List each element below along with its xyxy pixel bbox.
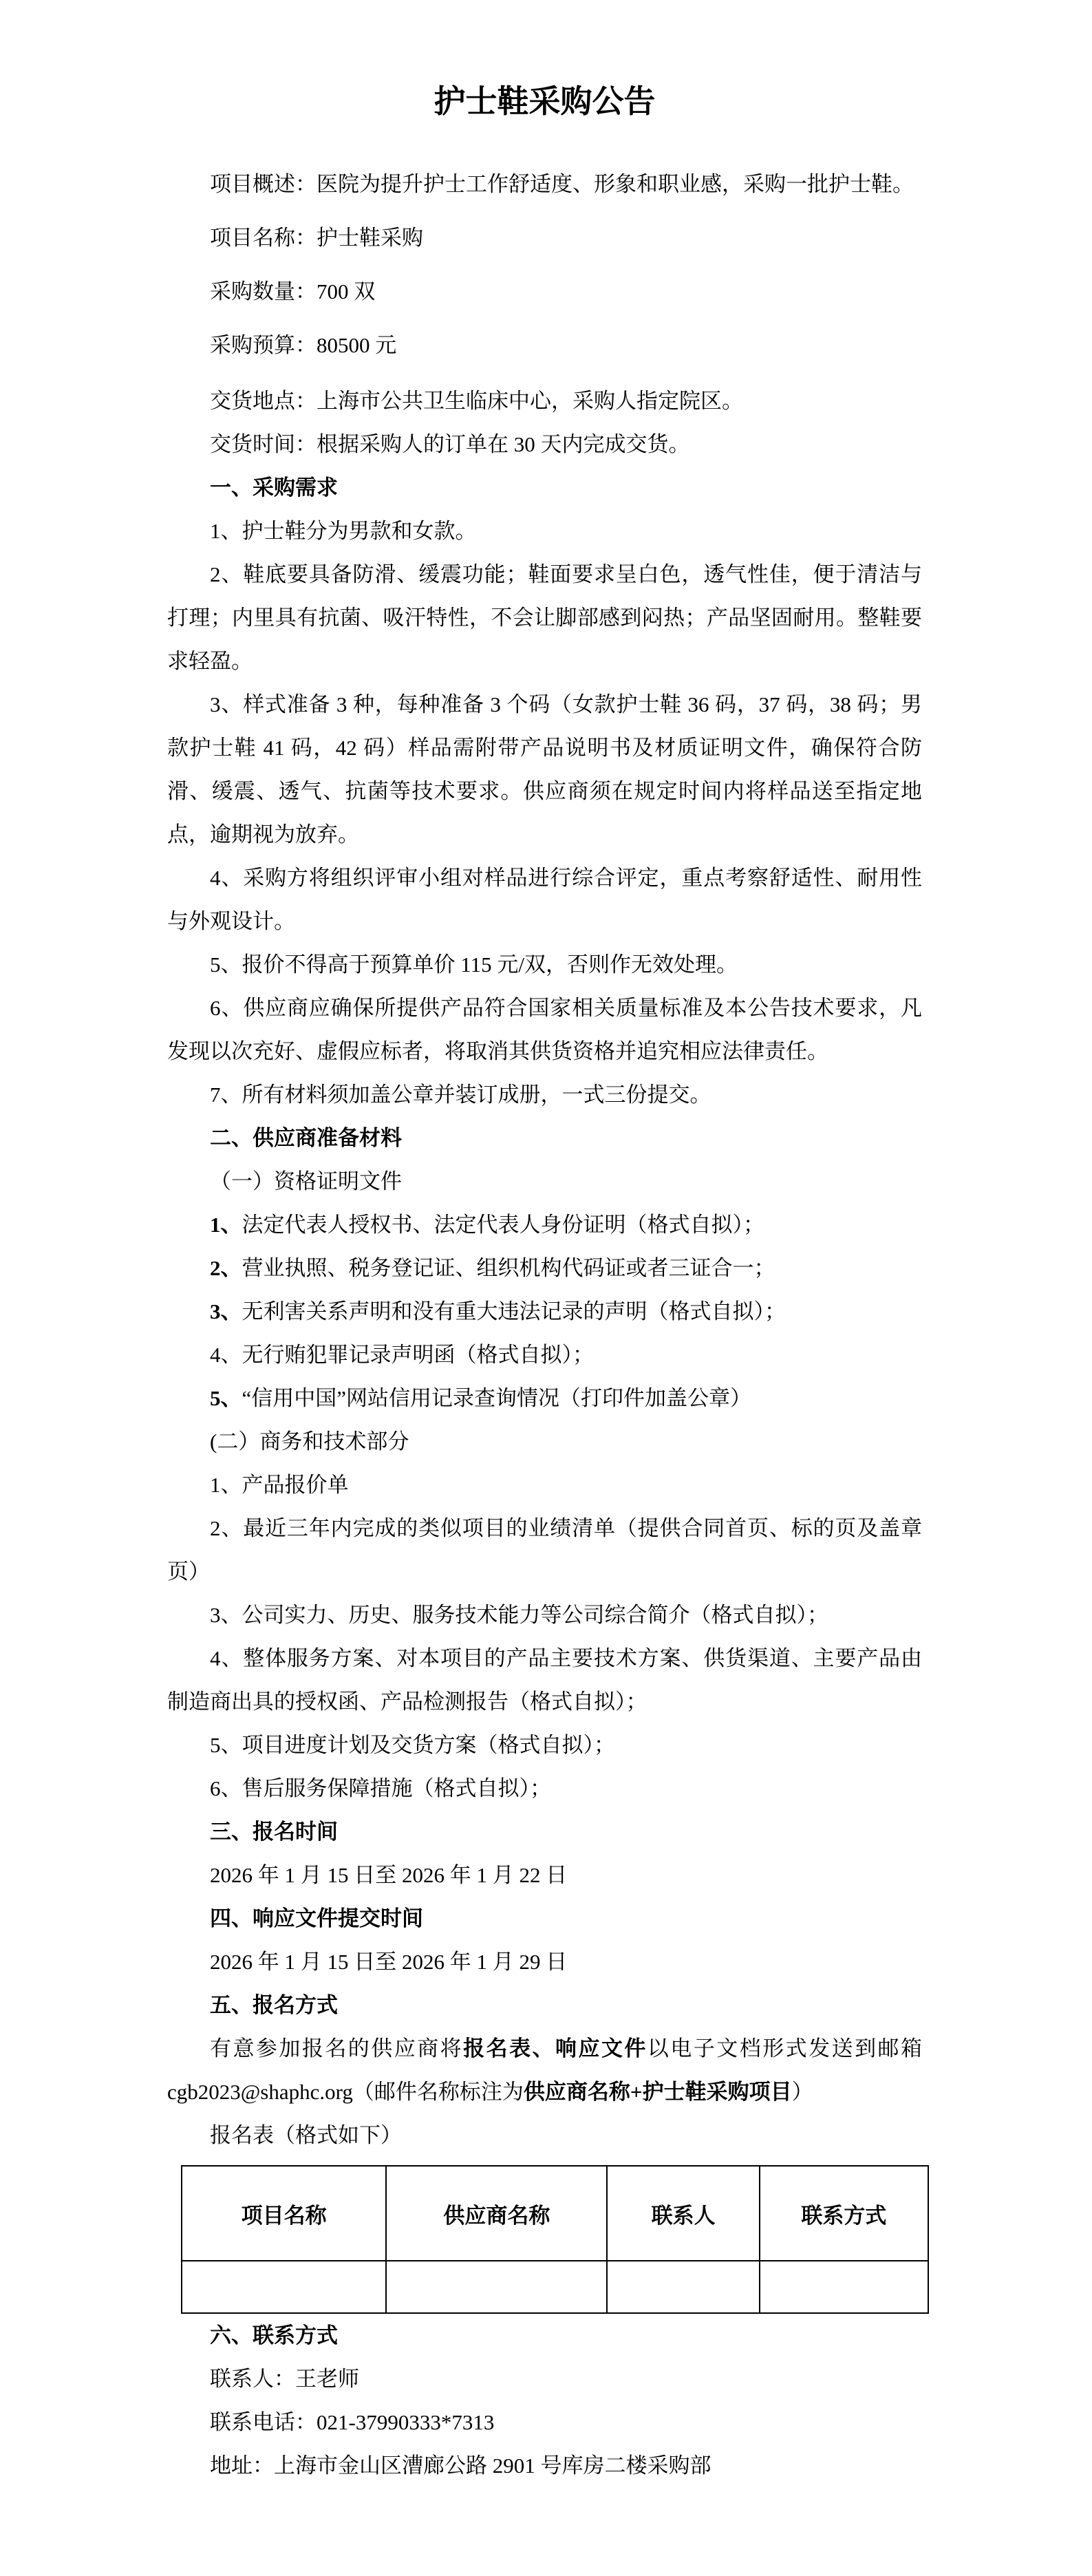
delivery-time: 交货时间：根据采购人的订单在 30 天内完成交货。	[210, 432, 690, 456]
table-empty-cell	[760, 2261, 928, 2313]
business-item-2: 2、最近三年内完成的类似项目的业绩清单（提供合同首页、标的页及盖章页）	[167, 1516, 922, 1584]
bold-text-segment: 2、	[210, 1256, 242, 1280]
qualification-item-2	[167, 1246, 922, 1290]
section-6-heading: 六、联系方式	[210, 2323, 338, 2348]
business-item-5: 5、项目进度计划及交货方案（格式自拟）；	[210, 1733, 615, 1757]
bold-text-segment: 3、	[210, 1299, 242, 1323]
text-segment: 法定代表人授权书、法定代表人身份证明（格式自拟）；	[242, 1213, 764, 1237]
bold-text-segment: 报名表、响应文件	[463, 2036, 647, 2061]
business-item-1: 1、产品报价单	[210, 1473, 349, 1497]
bold-text-segment: 供应商名称+护士鞋采购项目	[523, 2080, 792, 2104]
contact-address: 地址：上海市金山区漕廊公路 2901 号库房二楼采购部	[210, 2453, 711, 2478]
requirement-item-4: 4、采购方将组织评审小组对样品进行综合评定，重点考察舒适性、耐用性与外观设计。	[167, 866, 922, 933]
section-2-heading: 二、供应商准备材料	[210, 1126, 402, 1150]
signup-table	[181, 2165, 929, 2314]
text-segment: 有意参加报名的供应商将	[210, 2036, 464, 2061]
table-empty-cell	[607, 2261, 759, 2313]
section-1-heading: 一、采购需求	[210, 476, 338, 500]
project-name: 项目名称：护士鞋采购	[210, 226, 423, 250]
section-5-heading: 五、报名方式	[210, 1993, 338, 2017]
text-segment: 4、无行贿犯罪记录声明函（格式自拟）；	[210, 1343, 594, 1367]
text-segment: ）	[791, 2080, 813, 2104]
signup-period: 2026 年 1 月 15 日至 2026 年 1 月 22 日	[210, 1863, 568, 1887]
part-2-heading: (二）商务和技术部分	[210, 1429, 409, 1454]
business-item-3: 3、公司实力、历史、服务技术能力等公司综合简介（格式自拟）；	[210, 1603, 828, 1627]
qualification-item-3	[167, 1290, 922, 1333]
section-4-heading: 四、响应文件提交时间	[210, 1906, 423, 1930]
part-1-heading: （一）资格证明文件	[210, 1169, 402, 1193]
requirement-item-6: 6、供应商应确保所提供产品符合国家相关质量标准及本公告技术要求，凡发现以次充好、虚假应标者，将取消其供货资格并追究相应法律责任。	[167, 996, 922, 1063]
purchase-quantity: 采购数量：700 双	[210, 279, 376, 304]
purchase-budget: 采购预算：80500 元	[210, 333, 397, 357]
qualification-item-4	[167, 1333, 922, 1376]
table-header-project-name: 项目名称	[182, 2166, 386, 2261]
bold-text-segment: 1、	[210, 1213, 242, 1237]
requirement-item-2: 2、鞋底要具备防滑、缓震功能；鞋面要求呈白色，透气性佳，便于清洁与打理；内里具有抗菌、吸汗特性，不会让脚部感到闷热；产品坚固耐用。整鞋要求轻盈。	[167, 562, 922, 673]
requirement-item-5: 5、报价不得高于预算单价 115 元/双，否则作无效处理。	[210, 952, 738, 977]
signup-method-paragraph	[167, 2027, 922, 2114]
table-header-contact-person: 联系人	[607, 2166, 759, 2261]
project-summary: 项目概述：医院为提升护士工作舒适度、形象和职业感，采购一批护士鞋。	[210, 172, 914, 196]
form-note: 报名表（格式如下）	[210, 2123, 402, 2147]
text-segment: 以电子文档形式发送到邮箱cgb2023@shaphc.org（邮件名称标注为	[167, 2036, 923, 2104]
requirement-item-1: 1、护士鞋分为男款和女款。	[210, 519, 477, 543]
table-header-supplier-name: 供应商名称	[386, 2166, 607, 2261]
qualification-item-1	[167, 1203, 922, 1246]
document-title: 护士鞋采购公告	[433, 84, 656, 119]
contact-person: 联系人：王老师	[210, 2367, 359, 2391]
requirement-item-3: 3、样式准备 3 种，每种准备 3 个码（女款护士鞋 36 码，37 码，38 码；男款护士鞋 41 码，42 码）样品需附带产品说明书及材质证明文件，确保符合防滑、缓震、透气、抗菌等技术要求。供应商须在规定时间内将样品送至指定地点，逾期视为放弃。	[167, 692, 922, 847]
bold-text-segment: 5、	[210, 1386, 242, 1410]
text-segment: “信用中国”网站信用记录查询情况（打印件加盖公章）	[242, 1386, 752, 1410]
text-segment: 无利害关系声明和没有重大违法记录的声明（格式自拟）；	[242, 1299, 786, 1323]
delivery-place: 交货地点：上海市公共卫生临床中心，采购人指定院区。	[210, 389, 743, 413]
signup-table-header-row	[182, 2166, 928, 2261]
table-header-contact-method: 联系方式	[760, 2166, 928, 2261]
table-empty-cell	[386, 2261, 607, 2313]
business-item-4: 4、整体服务方案、对本项目的产品主要技术方案、供货渠道、主要产品由制造商出具的授权函、产品检测报告（格式自拟）；	[167, 1646, 922, 1714]
text-segment: 营业执照、税务登记证、组织机构代码证或者三证合一；	[242, 1256, 775, 1280]
signup-table-empty-row	[182, 2261, 928, 2313]
requirement-item-7: 7、所有材料须加盖公章并装订成册，一式三份提交。	[210, 1083, 711, 1107]
qualification-item-5	[167, 1376, 922, 1420]
table-empty-cell	[182, 2261, 386, 2313]
section-3-heading: 三、报名时间	[210, 1820, 338, 1844]
business-item-6: 6、售后服务保障措施（格式自拟）；	[210, 1776, 551, 1800]
response-period: 2026 年 1 月 15 日至 2026 年 1 月 29 日	[210, 1950, 568, 1974]
contact-phone: 联系电话：021-37990333*7313	[210, 2410, 495, 2434]
